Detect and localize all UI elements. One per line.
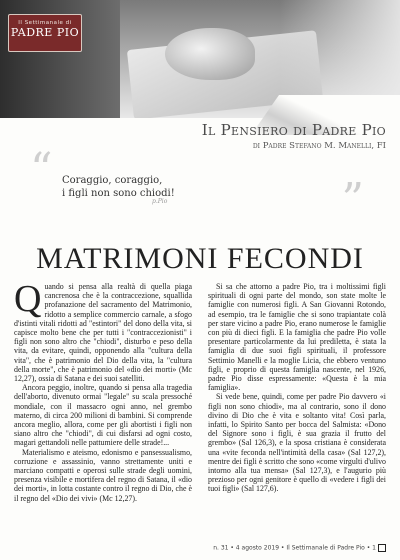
page-footer [213, 544, 386, 552]
left-column [14, 278, 192, 503]
paragraph: Si vede bene, quindi, come per padre Pio davvero «i figli non sono chiodi», ma al contrario, sono il dono divino di Dio che è vita e soltanto vita! Così parla, infatti, lo Spirito Santo per bocca del Salmista: «Dono del Signore sono i figli, è sua grazia il frutto del grembo» (Sal 126,3), e la sposa cristiana è considerata una «vite feconda nell'intimità della casa» (Sal 127,2), mentre dei figli è scritto che sono «come virgulti d'ulivo intorno alla tua mensa» (Sal 127,3), e l'augurio più prezioso per ogni genitore è quello di «vedere i figli dei tuoi figli» (Sal 127,6). [208, 392, 386, 494]
masthead-large: PADRE PIO [10, 26, 80, 39]
photo-hand [165, 28, 255, 80]
article-headline: MATRIMONI FECONDI [36, 242, 364, 275]
masthead-logo [8, 14, 82, 52]
column-author: di Padre Stefano M. Manelli, FI [252, 141, 386, 151]
quote-signature: p.Pio [152, 198, 168, 205]
quote-line: Coraggio, coraggio, [62, 175, 163, 186]
paragraph: Si sa che attorno a padre Pio, tra i moltissimi figli spirituali di ogni parte del mondo, son state molte le famiglie con numerosi figli. A San Giovanni Rotondo, ad esempio, tra le famiglie che si sono trapiantate colà per stare vicino a padre Pio, erano numerose le famiglie con più di dieci figli. E la famiglia che padre Pio volle presentare particolarmente da lui prediletta, è stata la famiglia di due suoi figli spirituali, il professore Settimio Manelli e la moglie Licia, che ebbero ventuno figli, e proprio di questa famiglia nascente, nel 1926, padre Pio disse espressamente: «Questa è la mia famiglia». [208, 282, 386, 393]
paragraph: Ancora peggio, inoltre, quando si pensa alla tragedia dell'aborto, divenuto ormai "legale" su scala pressoché mondiale, con il massacro ogni anno, nel grembo materno, di circa 200 milioni di bambini. Si comprende ancora meglio, allora, come per gli abortisti i figli non siano altro che "chiodi", di cui disfarsi ad ogni costo, magari gettandoli nelle pattumiere delle strade!... [14, 383, 192, 448]
close-quote-icon: ” [341, 174, 364, 225]
drop-cap: Q [14, 278, 42, 320]
quote-line: i figli non sono chiodi! [62, 188, 175, 199]
paragraph [14, 278, 192, 384]
open-quote-icon: “ [30, 144, 53, 195]
column-title: Il Pensiero di Padre Pio [201, 121, 386, 139]
end-mark-icon [378, 544, 386, 552]
quote-text [62, 174, 175, 200]
footer-text: n. 31 • 4 agosto 2019 • Il Settimanale di Padre Pio • 1 [213, 544, 376, 552]
paragraph: Materialismo e ateismo, edonismo e pansessualismo, corruzione e assassinio, vanno strettamente uniti e marciano compatti e operosi sulle strade degli uomini, presenza visibile e mortifera del regno di Satana, il «dio dei morti», in lotta costante contro il regno di Dio, che è il regno del «Dio dei vivi» (Mc 12,27). [14, 447, 192, 503]
masthead-small: Il Settimanale di [18, 20, 72, 26]
paragraph-text: uando si pensa alla realtà di quella piaga cancrenosa che è la contraccezione, squallida profanazione del sacramento del Matrimonio, ridotto a semplice commercio carnale, a sfogo d'istinti vitali ridotti ad "estintori" del dono della vita, si capisce molto bene che per tutti i "contraccezionisti" i figli non sono altro che "chiodi", disturbo e peso della vita, da evitare, quindi, opponendo alla "cultura della vita", che è patrimonio del Dio della vita, la "cultura della morte", che è patrimonio del «dio dei morti» (Mc 12,27), ossia di Satana e dei suoi satelliti. [14, 282, 192, 384]
article-body [14, 278, 386, 534]
column-header [202, 121, 386, 151]
right-column [208, 282, 386, 494]
